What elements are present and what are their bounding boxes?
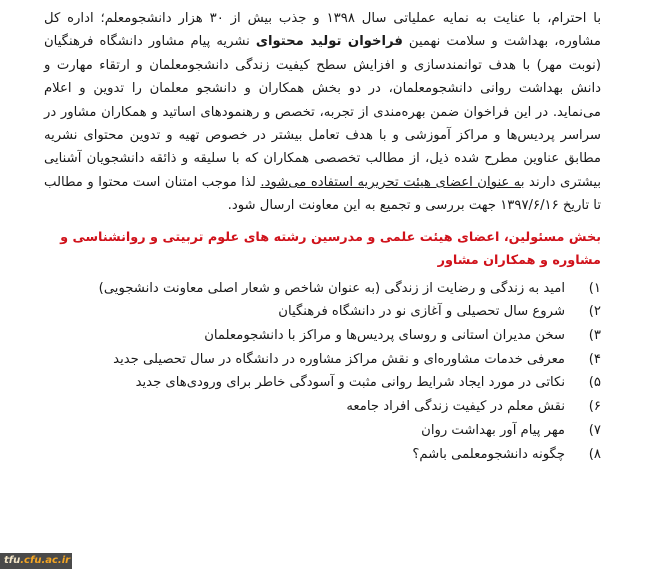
list-item — [44, 419, 601, 443]
item-number: ۱) — [588, 280, 601, 296]
item-text: امید به زندگی و رضایت از زندگی (به عنوان شاخص و شعار اصلی معاونت دانشجویی) — [98, 280, 565, 296]
topics-list — [44, 277, 601, 467]
item-number: ۵) — [588, 375, 601, 391]
list-item — [44, 348, 601, 372]
intro-text-2: نشریه پیام مشاور دانشگاه فرهنگیان (نوبت مهر) با هدف توانمندسازی و افزایش سطح کیفیت زندگی دانشجومعلمان و ارتقاء مهارت و دانش بهداشت روانی دانشجومعلمان، در دو بخش همکاران و دانشجو معلمان را تدوین و اعلام می‌نماید. در این فراخوان ضمن بهره‌مندی از تجربه، تخصص و رهنمودهای اساتید و همکاران مشاور در سراسر پردیس‌ها و مراکز آموزشی و با هدف تعامل بیشتر در خصوص تهیه و تدوین محتوای نشریه مطابق عناوین مطرح شده ذیل، از مطالب تخصصی همکاران که با سلیقه و ذائقه دانشجویان آشنایی بیشتری دارند — [44, 34, 602, 190]
underlined-text: به عنوان اعضای هیئت تحریریه استفاده می‌شود. — [260, 174, 525, 190]
intro-text-1: با احترام، با عنایت به نمایه عملیاتی سال ۱۳۹۸ و جذب بیش از ۳۰ هزار دانشجومعلم؛ اداره کل مشاوره، بهداشت و سلامت نهمین — [44, 11, 601, 50]
item-text: نقش معلم در کیفیت زندگی افراد جامعه — [346, 399, 565, 415]
list-item — [44, 324, 601, 348]
item-text: مهر پیام آور بهداشت روان — [421, 422, 565, 438]
item-number: ۸) — [588, 446, 601, 462]
item-text: چگونه دانشجومعلمی باشم؟ — [412, 446, 565, 462]
watermark-prefix: tfu — [4, 555, 21, 566]
watermark-domain: .cfu.ac.ir — [20, 555, 71, 566]
list-item — [44, 300, 601, 324]
intro-text-3: لذا موجب امتنان است محتوا و مطالب تا تاریخ ۱۳۹۷/۶/۱۶ جهت بررسی و تجمیع به این معاونت ارسال شود. — [44, 174, 601, 214]
item-number: ۳) — [588, 328, 601, 344]
item-text: معرفی خدمات مشاوره‌ای و نقش مراکز مشاوره در دانشگاه در سال تحصیلی جدید — [113, 351, 565, 367]
item-number: ۴) — [588, 351, 601, 367]
item-text: شروع سال تحصیلی و آغازی نو در دانشگاه فرهنگیان — [278, 304, 565, 320]
item-number: ۲) — [588, 304, 601, 320]
site-watermark — [0, 553, 72, 569]
list-item — [44, 371, 601, 395]
list-item — [44, 395, 601, 419]
call-title-bold: فراخوان تولید محتوای — [255, 34, 403, 50]
item-number: ۶) — [588, 399, 601, 415]
item-number: ۷) — [588, 422, 601, 438]
list-item — [44, 277, 601, 301]
section-title: بخش مسئولین، اعضای هیئت علمی و مدرسین رشته های علوم تربیتی و روانشناسی و مشاوره و همکاران مشاور — [60, 229, 601, 268]
intro-paragraph — [44, 7, 601, 218]
item-text: سخن مدیران استانی و روسای پردیس‌ها و مراکز با دانشجومعلمان — [204, 328, 565, 344]
document-page — [44, 7, 601, 466]
item-text: نکاتی در مورد ایجاد شرایط روانی مثبت و آسودگی خاطر برای ورودی‌های جدید — [135, 375, 565, 391]
list-item — [44, 443, 601, 467]
